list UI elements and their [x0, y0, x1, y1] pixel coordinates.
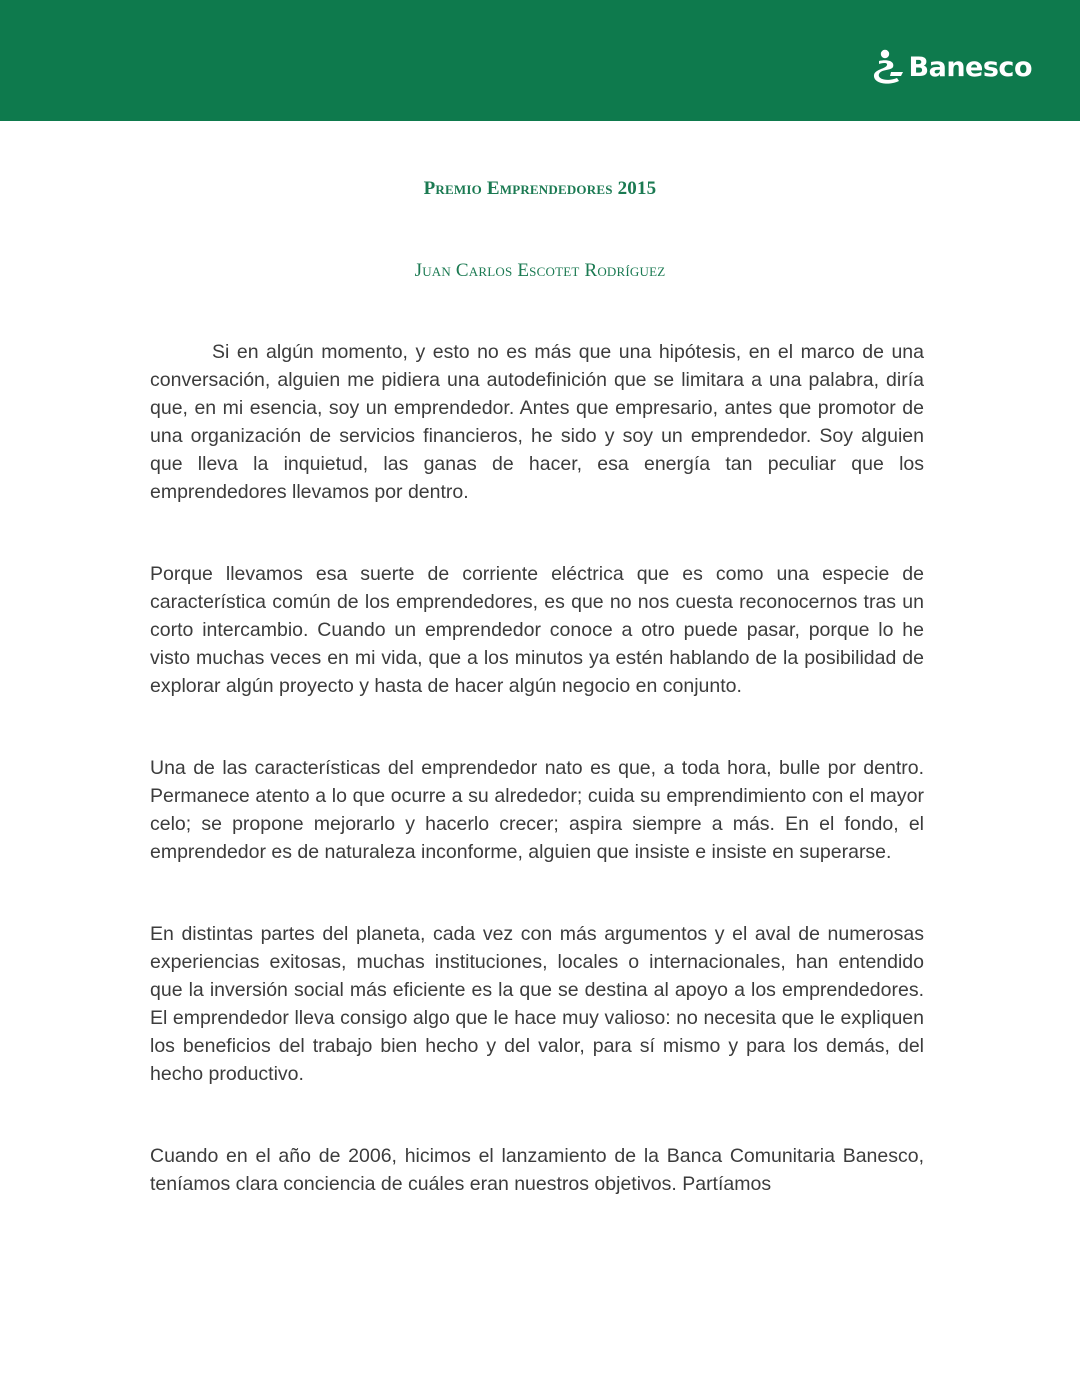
header-band	[0, 0, 1080, 121]
paragraph-5: Cuando en el año de 2006, hicimos el lanzamiento de la Banca Comunitaria Banesco, teníamos clara conciencia de cuáles eran nuestros objetivos. Partíamos	[150, 1145, 924, 1195]
document-author: Juan Carlos Escotet Rodríguez	[414, 260, 666, 281]
brand-logo[interactable]	[871, 47, 1032, 87]
brand-name: Banesco	[908, 51, 1032, 83]
paragraph-4: En distintas partes del planeta, cada vez con más argumentos y el aval de numerosas experiencias exitosas, muchas instituciones, locales o internacionales, han entendido que la inversión social más eficiente es la que se destina al apoyo a los emprendedores. El emprendedor lleva consigo algo que le hace muy valioso: no necesita que le expliquen los beneficios del trabajo bien hecho y del valor, para sí mismo y para los demás, del hecho productivo.	[150, 923, 924, 1085]
paragraph-3: Una de las características del emprendedor nato es que, a toda hora, bulle por dentro. Permanece atento a lo que ocurre a su alrededor; cuida su emprendimiento con el mayor celo; se propone mejorarlo y hacerlo crecer; aspira siempre a más. En el fondo, el emprendedor es de naturaleza inconforme, alguien que insiste e insiste en superarse.	[150, 757, 924, 863]
document-body	[150, 338, 924, 1252]
paragraph-2: Porque llevamos esa suerte de corriente eléctrica que es como una especie de característica común de los emprendedores, es que no nos cuesta reconocernos tras un corto intercambio. Cuando un emprendedor conoce a otro puede pasar, porque lo he visto muchas veces en mi vida, que a los minutos ya estén hablando de la posibilidad de explorar algún proyecto y hasta de hacer algún negocio en conjunto.	[150, 563, 924, 697]
document-title: Premio Emprendedores 2015	[423, 178, 657, 199]
banesco-logo-icon	[871, 47, 907, 87]
paragraph-1: Si en algún momento, y esto no es más que una hipótesis, en el marco de una conversación, alguien me pidiera una autodefinición que se limitara a una palabra, diría que, en mi esencia, soy un emprendedor. Antes que empresario, antes que promotor de una organización de servicios financieros, he sido y soy un emprendedor. Soy alguien que lleva la inquietud, las ganas de hacer, esa energía tan peculiar que los emprendedores llevamos por dentro.	[150, 341, 924, 503]
